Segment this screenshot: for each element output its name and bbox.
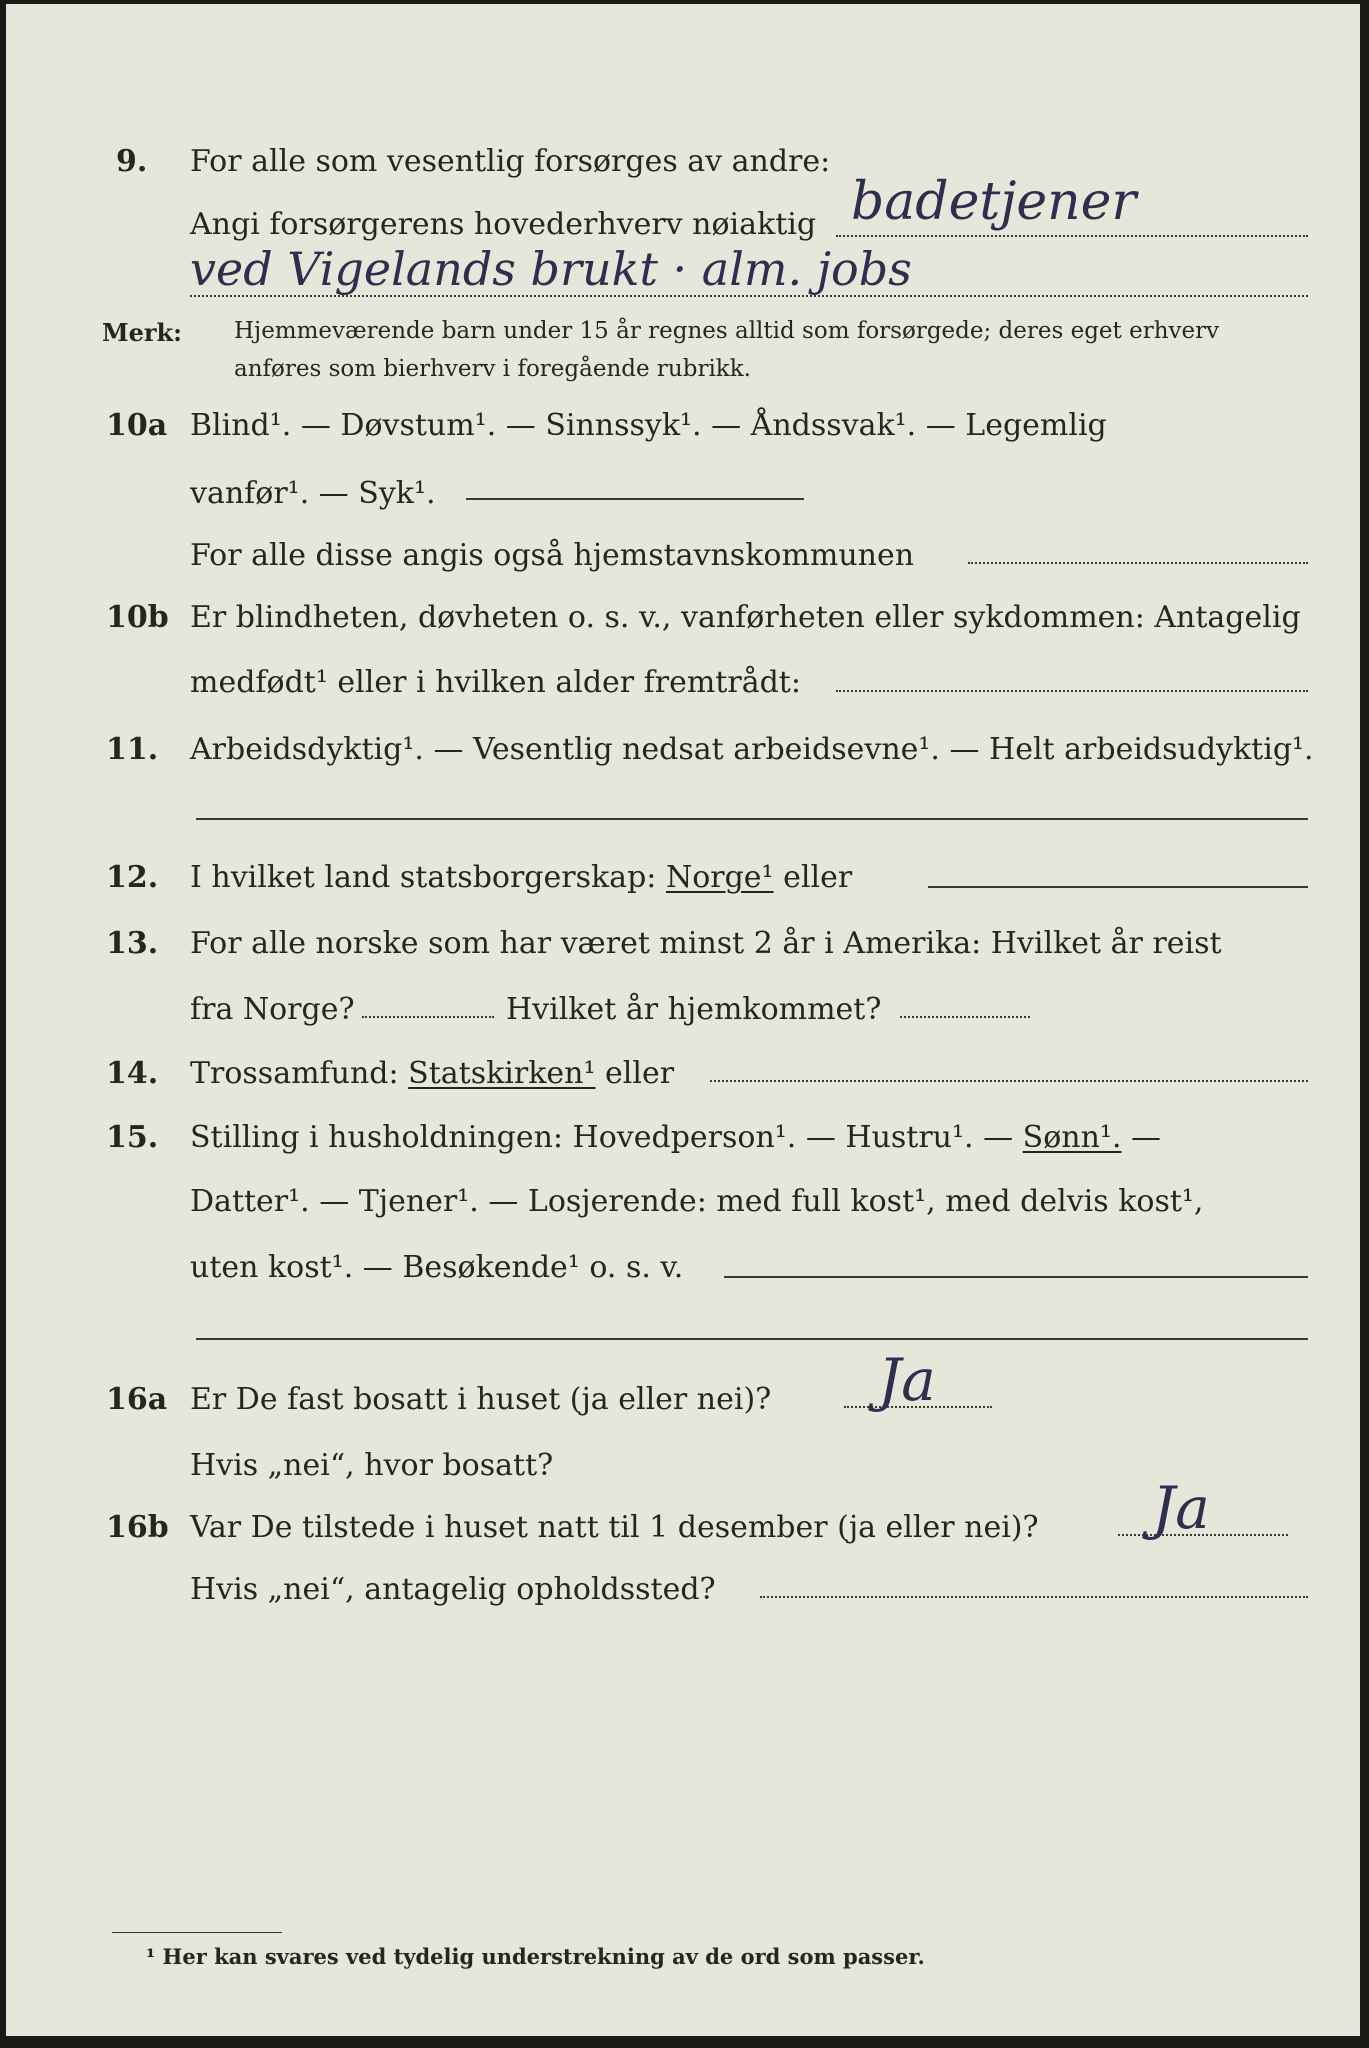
q15-question-line3: uten kost¹. — Besøkende¹ o. s. v. [190,1250,684,1285]
footnote-rule [112,1932,282,1933]
q14-question [190,1056,674,1091]
q10a-question: Blind¹. — Døvstum¹. — Sinnssyk¹. — Åndssvak¹. — Legemlig [190,408,1107,443]
q9-answer-line1 [836,235,1308,237]
q12-underlined-answer: Norge¹ [665,860,774,895]
q9-number: 9. [116,144,148,179]
q16b-opholdssted-line [760,1596,1308,1598]
q10b-question-line2: medfødt¹ eller i hvilken alder fremtrådt: [190,665,801,700]
q16b-number: 16b [106,1510,169,1545]
q15-underlined-answer: Sønn¹. [1022,1120,1122,1155]
q12-question-tail: eller [783,860,853,895]
q12-number: 12. [106,860,159,895]
merk-note-line1: Hjemmeværende barn under 15 år regnes alltid som forsørgede; deres eget erhverv [234,318,1220,344]
q10a-hjemstavn-line [968,562,1308,564]
q10b-number: 10b [106,600,169,635]
q13-hjemkommet-line [900,1016,1030,1018]
census-form-page [6,4,1360,2036]
q15-answer-line2 [196,1338,1308,1340]
q14-number: 14. [106,1056,159,1091]
q14-answer-line [710,1080,1308,1082]
q16a-question: Er De fast bosatt i huset (ja eller nei)? [190,1382,772,1417]
q16b-handwritten-answer: Ja [1152,1474,1210,1542]
q16a-number: 16a [106,1382,168,1417]
q12-question [190,860,852,895]
q16a-handwritten-answer: Ja [878,1346,936,1414]
q16a-question-line2: Hvis „nei“, hvor bosatt? [190,1448,554,1483]
q13-reist-line [362,1016,494,1018]
footnote-text: ¹ Her kan svares ved tydelig understrekning av de ord som passer. [146,1944,925,1969]
q15-answer-line [724,1276,1308,1278]
q10a-question-line2: vanfør¹. — Syk¹. [190,476,436,511]
q10a-question-line3: For alle disse angis også hjemstavnskommunen [190,538,915,573]
q13-question-hjemkommet: Hvilket år hjemkommet? [506,992,882,1027]
q11-answer-line [196,818,1308,820]
q12-answer-line [928,886,1308,888]
q14-question-text: Trossamfund: [190,1056,399,1091]
q15-number: 15. [106,1120,159,1155]
q11-number: 11. [106,732,159,767]
q9-question-line2: Angi forsørgerens hovederhverv nøiaktig [190,207,817,242]
q14-question-tail: eller [605,1056,675,1091]
q15-question [190,1120,1161,1155]
q10b-question: Er blindheten, døvheten o. s. v., vanførheten eller sykdommen: Antagelig [190,600,1301,635]
q15-question-tail: — [1131,1120,1162,1155]
q13-question: For alle norske som har været minst 2 år i Amerika: Hvilket år reist [190,926,1222,961]
q13-number: 13. [106,926,159,961]
q10a-number: 10a [106,408,168,443]
q16b-question: Var De tilstede i huset natt til 1 desember (ja eller nei)? [190,1510,1039,1545]
q15-question-text: Stilling i husholdningen: Hovedperson¹. — Hustru¹. — [190,1120,1014,1155]
merk-note-line2: anføres som bierhverv i foregående rubrikk. [234,356,751,382]
q12-question-text: I hvilket land statsborgerskap: [190,860,657,895]
merk-label: Merk: [102,318,182,347]
q9-handwritten-answer1: badetjener [851,172,1137,232]
q9-question: For alle som vesentlig forsørges av andre: [190,144,831,179]
q10b-answer-line [836,690,1308,692]
q15-question-line2: Datter¹. — Tjener¹. — Losjerende: med full kost¹, med delvis kost¹, [190,1184,1204,1219]
q14-underlined-answer: Statskirken¹ [408,1056,596,1091]
q11-question: Arbeidsdyktig¹. — Vesentlig nedsat arbeidsevne¹. — Helt arbeidsudyktig¹. [190,732,1314,767]
q13-question-reist: fra Norge? [190,992,355,1027]
q10a-answer-line [466,498,804,500]
q16b-question-line2: Hvis „nei“, antagelig opholdssted? [190,1572,716,1607]
q9-handwritten-answer2: ved Vigelands brukt · alm. jobs [190,242,912,296]
